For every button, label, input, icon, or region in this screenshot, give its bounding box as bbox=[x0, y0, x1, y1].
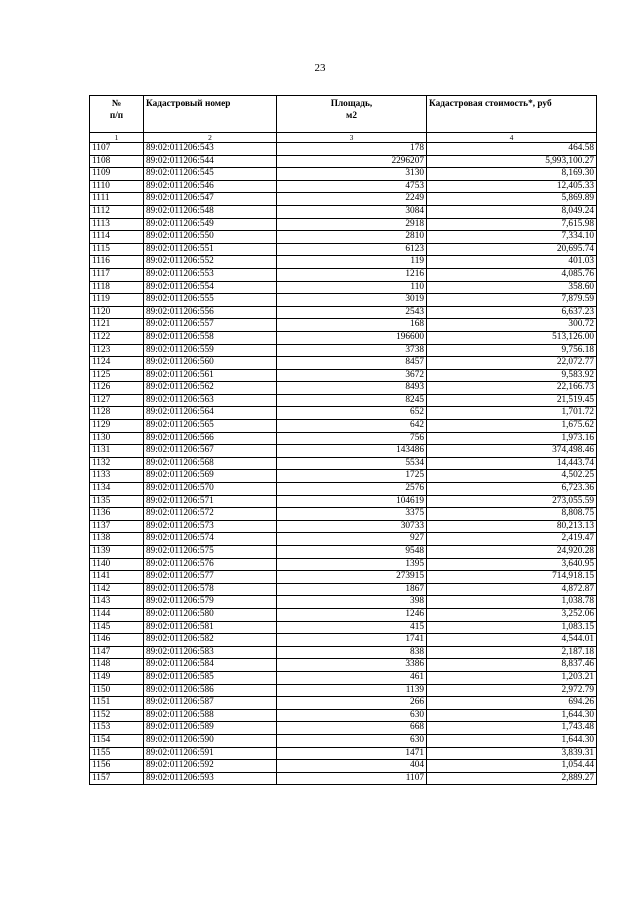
cadastral-number: 89:02:011206:571 bbox=[144, 495, 277, 508]
table-row bbox=[90, 709, 597, 722]
cadastral-value: 7,879.59 bbox=[427, 294, 597, 307]
row-number: 1119 bbox=[90, 294, 144, 307]
row-number: 1129 bbox=[90, 420, 144, 433]
cadastral-number: 89:02:011206:590 bbox=[144, 734, 277, 747]
table-row bbox=[90, 659, 597, 672]
area-value: 668 bbox=[277, 722, 427, 735]
area-value: 1246 bbox=[277, 608, 427, 621]
cadastral-value: 513,126.00 bbox=[427, 331, 597, 344]
row-number: 1111 bbox=[90, 193, 144, 206]
row-number: 1154 bbox=[90, 734, 144, 747]
area-value: 178 bbox=[277, 143, 427, 156]
cadastral-number: 89:02:011206:565 bbox=[144, 420, 277, 433]
table-row bbox=[90, 495, 597, 508]
cadastral-number: 89:02:011206:593 bbox=[144, 772, 277, 785]
row-number: 1117 bbox=[90, 268, 144, 281]
table-row bbox=[90, 193, 597, 206]
row-number: 1157 bbox=[90, 772, 144, 785]
area-value: 2918 bbox=[277, 218, 427, 231]
cadastral-number: 89:02:011206:575 bbox=[144, 546, 277, 559]
table-row bbox=[90, 432, 597, 445]
header-num-line2: п/п bbox=[109, 111, 124, 121]
area-value: 927 bbox=[277, 533, 427, 546]
cadastral-value: 20,695.74 bbox=[427, 243, 597, 256]
area-value: 2296207 bbox=[277, 155, 427, 168]
cadastral-number: 89:02:011206:584 bbox=[144, 659, 277, 672]
cadastral-value: 5,869.89 bbox=[427, 193, 597, 206]
area-value: 404 bbox=[277, 760, 427, 773]
cadastral-value: 3,839.31 bbox=[427, 747, 597, 760]
cadastral-number: 89:02:011206:554 bbox=[144, 281, 277, 294]
row-number: 1110 bbox=[90, 180, 144, 193]
cadastral-number: 89:02:011206:580 bbox=[144, 608, 277, 621]
cadastral-value: 9,583.92 bbox=[427, 369, 597, 382]
cadastral-value: 24,920.28 bbox=[427, 546, 597, 559]
cadastral-number: 89:02:011206:591 bbox=[144, 747, 277, 760]
cadastral-value: 2,419.47 bbox=[427, 533, 597, 546]
row-number: 1118 bbox=[90, 281, 144, 294]
cadastral-value: 374,498.46 bbox=[427, 445, 597, 458]
cadastral-number: 89:02:011206:589 bbox=[144, 722, 277, 735]
cadastral-value: 401.03 bbox=[427, 256, 597, 269]
area-value: 3672 bbox=[277, 369, 427, 382]
cadastral-number: 89:02:011206:551 bbox=[144, 243, 277, 256]
cadastral-value: 8,169.30 bbox=[427, 168, 597, 181]
column-index: 2 bbox=[144, 133, 277, 143]
header-area-line2: м2 bbox=[346, 111, 357, 121]
area-value: 3386 bbox=[277, 659, 427, 672]
table-row bbox=[90, 634, 597, 647]
row-number: 1146 bbox=[90, 634, 144, 647]
area-value: 398 bbox=[277, 596, 427, 609]
area-value: 5534 bbox=[277, 457, 427, 470]
table-row bbox=[90, 281, 597, 294]
table-row bbox=[90, 294, 597, 307]
row-number: 1142 bbox=[90, 583, 144, 596]
row-number: 1138 bbox=[90, 533, 144, 546]
row-number: 1140 bbox=[90, 558, 144, 571]
area-value: 1395 bbox=[277, 558, 427, 571]
row-number: 1120 bbox=[90, 306, 144, 319]
table-row bbox=[90, 596, 597, 609]
cadastral-value: 7,334.10 bbox=[427, 231, 597, 244]
header-cadastral-value: Кадастровая стоимость*, руб bbox=[427, 96, 597, 133]
row-number: 1150 bbox=[90, 684, 144, 697]
area-value: 3375 bbox=[277, 508, 427, 521]
row-number: 1147 bbox=[90, 646, 144, 659]
cadastral-number: 89:02:011206:562 bbox=[144, 382, 277, 395]
cadastral-value: 300.72 bbox=[427, 319, 597, 332]
row-number: 1155 bbox=[90, 747, 144, 760]
cadastral-number: 89:02:011206:568 bbox=[144, 457, 277, 470]
table-row bbox=[90, 734, 597, 747]
area-value: 3130 bbox=[277, 168, 427, 181]
area-value: 266 bbox=[277, 697, 427, 710]
table-row bbox=[90, 306, 597, 319]
table-row bbox=[90, 608, 597, 621]
table-row bbox=[90, 470, 597, 483]
area-value: 1725 bbox=[277, 470, 427, 483]
cadastral-number: 89:02:011206:550 bbox=[144, 231, 277, 244]
table-row bbox=[90, 231, 597, 244]
column-index: 3 bbox=[277, 133, 427, 143]
table-row bbox=[90, 571, 597, 584]
cadastral-value: 22,072.77 bbox=[427, 357, 597, 370]
row-number: 1130 bbox=[90, 432, 144, 445]
cadastral-number: 89:02:011206:552 bbox=[144, 256, 277, 269]
cadastral-number: 89:02:011206:544 bbox=[144, 155, 277, 168]
cadastral-value: 22,166.73 bbox=[427, 382, 597, 395]
row-number: 1151 bbox=[90, 697, 144, 710]
cadastral-number: 89:02:011206:582 bbox=[144, 634, 277, 647]
area-value: 1741 bbox=[277, 634, 427, 647]
table-row bbox=[90, 205, 597, 218]
cadastral-number: 89:02:011206:553 bbox=[144, 268, 277, 281]
row-number: 1108 bbox=[90, 155, 144, 168]
cadastral-number: 89:02:011206:588 bbox=[144, 709, 277, 722]
table-row bbox=[90, 243, 597, 256]
row-number: 1153 bbox=[90, 722, 144, 735]
cadastral-number: 89:02:011206:547 bbox=[144, 193, 277, 206]
row-number: 1149 bbox=[90, 671, 144, 684]
table-row bbox=[90, 143, 597, 156]
cadastral-number: 89:02:011206:577 bbox=[144, 571, 277, 584]
cadastral-value: 1,038.78 bbox=[427, 596, 597, 609]
cadastral-number: 89:02:011206:572 bbox=[144, 508, 277, 521]
area-value: 756 bbox=[277, 432, 427, 445]
table-header-row bbox=[90, 96, 597, 133]
cadastral-value: 273,055.59 bbox=[427, 495, 597, 508]
cadastral-value: 3,640.95 bbox=[427, 558, 597, 571]
cadastral-number: 89:02:011206:545 bbox=[144, 168, 277, 181]
area-value: 2576 bbox=[277, 483, 427, 496]
table-row bbox=[90, 155, 597, 168]
area-value: 143486 bbox=[277, 445, 427, 458]
row-number: 1132 bbox=[90, 457, 144, 470]
cadastral-value: 464.58 bbox=[427, 143, 597, 156]
cadastral-number: 89:02:011206:543 bbox=[144, 143, 277, 156]
area-value: 838 bbox=[277, 646, 427, 659]
area-value: 8245 bbox=[277, 394, 427, 407]
cadastral-number: 89:02:011206:581 bbox=[144, 621, 277, 634]
table-row bbox=[90, 268, 597, 281]
cadastral-number: 89:02:011206:587 bbox=[144, 697, 277, 710]
cadastral-value: 1,701.72 bbox=[427, 407, 597, 420]
area-value: 6123 bbox=[277, 243, 427, 256]
cadastral-number: 89:02:011206:569 bbox=[144, 470, 277, 483]
row-number: 1114 bbox=[90, 231, 144, 244]
cadastral-number: 89:02:011206:570 bbox=[144, 483, 277, 496]
table-row bbox=[90, 218, 597, 231]
row-number: 1145 bbox=[90, 621, 144, 634]
cadastral-number: 89:02:011206:576 bbox=[144, 558, 277, 571]
area-value: 8457 bbox=[277, 357, 427, 370]
cadastral-value: 1,083.15 bbox=[427, 621, 597, 634]
cadastral-value: 1,644.30 bbox=[427, 734, 597, 747]
cadastral-number: 89:02:011206:567 bbox=[144, 445, 277, 458]
row-number: 1137 bbox=[90, 520, 144, 533]
area-value: 652 bbox=[277, 407, 427, 420]
cadastral-number: 89:02:011206:561 bbox=[144, 369, 277, 382]
cadastral-number: 89:02:011206:556 bbox=[144, 306, 277, 319]
area-value: 1471 bbox=[277, 747, 427, 760]
cadastral-number: 89:02:011206:557 bbox=[144, 319, 277, 332]
table-row bbox=[90, 697, 597, 710]
cadastral-value: 1,203.21 bbox=[427, 671, 597, 684]
table-row bbox=[90, 747, 597, 760]
cadastral-value: 2,889.27 bbox=[427, 772, 597, 785]
area-value: 642 bbox=[277, 420, 427, 433]
cadastral-value: 80,213.13 bbox=[427, 520, 597, 533]
table-row bbox=[90, 722, 597, 735]
row-number: 1152 bbox=[90, 709, 144, 722]
cadastral-number: 89:02:011206:583 bbox=[144, 646, 277, 659]
area-value: 3738 bbox=[277, 344, 427, 357]
cadastral-number: 89:02:011206:579 bbox=[144, 596, 277, 609]
column-index: 4 bbox=[427, 133, 597, 143]
cadastral-value: 4,502.25 bbox=[427, 470, 597, 483]
cadastral-number: 89:02:011206:578 bbox=[144, 583, 277, 596]
cadastral-value: 8,837.46 bbox=[427, 659, 597, 672]
cadastral-value: 1,973.16 bbox=[427, 432, 597, 445]
table-row bbox=[90, 394, 597, 407]
table-body bbox=[90, 143, 597, 785]
row-number: 1144 bbox=[90, 608, 144, 621]
row-number: 1148 bbox=[90, 659, 144, 672]
cadastral-number: 89:02:011206:586 bbox=[144, 684, 277, 697]
table-row bbox=[90, 684, 597, 697]
page-number: 23 bbox=[314, 62, 326, 74]
area-value: 168 bbox=[277, 319, 427, 332]
cadastral-value: 4,544.01 bbox=[427, 634, 597, 647]
cadastral-value: 2,187.18 bbox=[427, 646, 597, 659]
cadastral-value: 4,085.76 bbox=[427, 268, 597, 281]
table-row bbox=[90, 621, 597, 634]
area-value: 630 bbox=[277, 734, 427, 747]
row-number: 1109 bbox=[90, 168, 144, 181]
row-number: 1126 bbox=[90, 382, 144, 395]
row-number: 1125 bbox=[90, 369, 144, 382]
row-number: 1143 bbox=[90, 596, 144, 609]
table-row bbox=[90, 331, 597, 344]
header-num-line1: № bbox=[111, 99, 122, 109]
area-value: 1867 bbox=[277, 583, 427, 596]
row-number: 1136 bbox=[90, 508, 144, 521]
row-number: 1127 bbox=[90, 394, 144, 407]
table-row bbox=[90, 382, 597, 395]
cadastral-value: 1,644.30 bbox=[427, 709, 597, 722]
cadastral-value: 7,615.98 bbox=[427, 218, 597, 231]
cadastral-table bbox=[89, 95, 597, 785]
row-number: 1134 bbox=[90, 483, 144, 496]
area-value: 104619 bbox=[277, 495, 427, 508]
table-row bbox=[90, 407, 597, 420]
header-cadastral-number: Кадастровый номер bbox=[144, 96, 277, 133]
area-value: 415 bbox=[277, 621, 427, 634]
table-row bbox=[90, 420, 597, 433]
cadastral-value: 8,808.75 bbox=[427, 508, 597, 521]
table-row bbox=[90, 583, 597, 596]
table-row bbox=[90, 546, 597, 559]
table-row bbox=[90, 646, 597, 659]
column-index-row bbox=[90, 133, 597, 143]
row-number: 1124 bbox=[90, 357, 144, 370]
cadastral-number: 89:02:011206:560 bbox=[144, 357, 277, 370]
row-number: 1133 bbox=[90, 470, 144, 483]
cadastral-value: 694.26 bbox=[427, 697, 597, 710]
row-number: 1116 bbox=[90, 256, 144, 269]
cadastral-value: 21,519.45 bbox=[427, 394, 597, 407]
row-number: 1107 bbox=[90, 143, 144, 156]
row-number: 1139 bbox=[90, 546, 144, 559]
table-row bbox=[90, 533, 597, 546]
row-number: 1122 bbox=[90, 331, 144, 344]
header-num bbox=[90, 96, 144, 133]
row-number: 1141 bbox=[90, 571, 144, 584]
cadastral-value: 6,723.36 bbox=[427, 483, 597, 496]
area-value: 4753 bbox=[277, 180, 427, 193]
header-area-line1: Площадь, bbox=[330, 99, 373, 109]
cadastral-number: 89:02:011206:559 bbox=[144, 344, 277, 357]
area-value: 1139 bbox=[277, 684, 427, 697]
cadastral-number: 89:02:011206:546 bbox=[144, 180, 277, 193]
cadastral-value: 1,743.48 bbox=[427, 722, 597, 735]
cadastral-value: 358.60 bbox=[427, 281, 597, 294]
row-number: 1135 bbox=[90, 495, 144, 508]
area-value: 2543 bbox=[277, 306, 427, 319]
area-value: 3084 bbox=[277, 205, 427, 218]
cadastral-number: 89:02:011206:564 bbox=[144, 407, 277, 420]
cadastral-number: 89:02:011206:558 bbox=[144, 331, 277, 344]
cadastral-number: 89:02:011206:563 bbox=[144, 394, 277, 407]
area-value: 461 bbox=[277, 671, 427, 684]
cadastral-number: 89:02:011206:573 bbox=[144, 520, 277, 533]
area-value: 2249 bbox=[277, 193, 427, 206]
row-number: 1156 bbox=[90, 760, 144, 773]
row-number: 1131 bbox=[90, 445, 144, 458]
area-value: 110 bbox=[277, 281, 427, 294]
row-number: 1115 bbox=[90, 243, 144, 256]
area-value: 2810 bbox=[277, 231, 427, 244]
cadastral-value: 9,756.18 bbox=[427, 344, 597, 357]
area-value: 30733 bbox=[277, 520, 427, 533]
cadastral-value: 1,675.62 bbox=[427, 420, 597, 433]
cadastral-value: 8,049.24 bbox=[427, 205, 597, 218]
cadastral-number: 89:02:011206:549 bbox=[144, 218, 277, 231]
table-row bbox=[90, 508, 597, 521]
cadastral-value: 4,872.87 bbox=[427, 583, 597, 596]
area-value: 3019 bbox=[277, 294, 427, 307]
table-row bbox=[90, 671, 597, 684]
cadastral-value: 714,918.15 bbox=[427, 571, 597, 584]
cadastral-number: 89:02:011206:592 bbox=[144, 760, 277, 773]
area-value: 1216 bbox=[277, 268, 427, 281]
column-index: 1 bbox=[90, 133, 144, 143]
table-row bbox=[90, 558, 597, 571]
area-value: 196600 bbox=[277, 331, 427, 344]
table-row bbox=[90, 357, 597, 370]
table-row bbox=[90, 520, 597, 533]
area-value: 9548 bbox=[277, 546, 427, 559]
area-value: 119 bbox=[277, 256, 427, 269]
cadastral-value: 5,993,100.27 bbox=[427, 155, 597, 168]
row-number: 1112 bbox=[90, 205, 144, 218]
table-row bbox=[90, 319, 597, 332]
cadastral-number: 89:02:011206:566 bbox=[144, 432, 277, 445]
table-row bbox=[90, 772, 597, 785]
table-row bbox=[90, 483, 597, 496]
table-row bbox=[90, 168, 597, 181]
cadastral-number: 89:02:011206:548 bbox=[144, 205, 277, 218]
row-number: 1113 bbox=[90, 218, 144, 231]
cadastral-value: 3,252.06 bbox=[427, 608, 597, 621]
area-value: 1107 bbox=[277, 772, 427, 785]
cadastral-value: 14,443.74 bbox=[427, 457, 597, 470]
cadastral-number: 89:02:011206:574 bbox=[144, 533, 277, 546]
table-row bbox=[90, 457, 597, 470]
table-row bbox=[90, 180, 597, 193]
cadastral-value: 6,637.23 bbox=[427, 306, 597, 319]
row-number: 1128 bbox=[90, 407, 144, 420]
table-row bbox=[90, 344, 597, 357]
area-value: 630 bbox=[277, 709, 427, 722]
row-number: 1123 bbox=[90, 344, 144, 357]
cadastral-value: 1,054.44 bbox=[427, 760, 597, 773]
table-row bbox=[90, 760, 597, 773]
table-row bbox=[90, 369, 597, 382]
area-value: 273915 bbox=[277, 571, 427, 584]
table-row bbox=[90, 445, 597, 458]
area-value: 8493 bbox=[277, 382, 427, 395]
header-area bbox=[277, 96, 427, 133]
cadastral-number: 89:02:011206:555 bbox=[144, 294, 277, 307]
cadastral-number: 89:02:011206:585 bbox=[144, 671, 277, 684]
row-number: 1121 bbox=[90, 319, 144, 332]
table-row bbox=[90, 256, 597, 269]
cadastral-value: 12,405.33 bbox=[427, 180, 597, 193]
cadastral-value: 2,972.79 bbox=[427, 684, 597, 697]
